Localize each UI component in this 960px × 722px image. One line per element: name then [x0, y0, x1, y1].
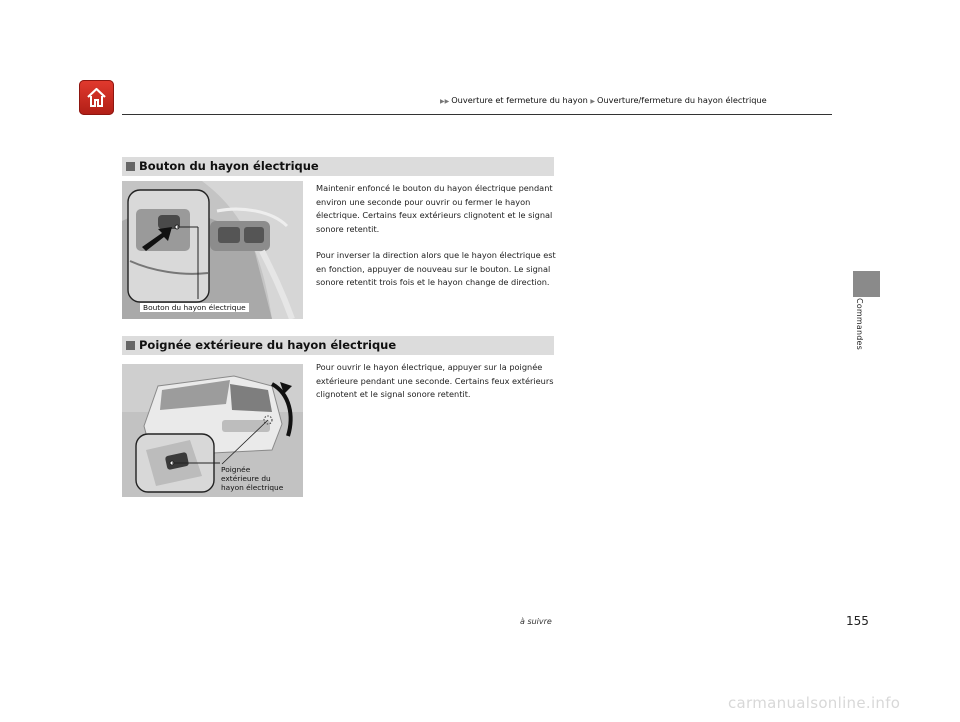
section-title-text: Bouton du hayon électrique [139, 159, 319, 173]
header-divider [122, 114, 832, 115]
section-title-text: Poignée extérieure du hayon électrique [139, 338, 397, 352]
door-panel-illustration [122, 181, 303, 319]
watermark: carmanualsonline.info [728, 694, 901, 712]
home-icon [85, 86, 108, 109]
chapter-tab-label: Commandes [855, 298, 864, 351]
section1-paragraph-1: Maintenir enfoncé le bouton du hayon électrique pendant environ une seconde pour ouvrir ou fermer le hayon électrique. Certains feux extérieurs clignotent et le signal sonore retentit. [316, 183, 553, 234]
breadcrumb [440, 95, 860, 105]
breadcrumb-link-2[interactable]: Ouverture/fermeture du hayon électrique [597, 95, 767, 105]
section-title-bouton [122, 157, 554, 176]
section1-paragraph-2: Pour inverser la direction alors que le hayon électrique est en fonction, appuyer de nouveau sur le bouton. Le signal sonore retentit trois fois et le hayon change de direction. [316, 250, 556, 287]
breadcrumb-link-1[interactable]: Ouverture et fermeture du hayon [451, 95, 588, 105]
callout-line-3: hayon électrique [221, 483, 284, 492]
callout-poignee [221, 465, 283, 492]
breadcrumb-arrow-icon: ▶ [590, 98, 596, 105]
section-marker-icon [126, 162, 135, 171]
home-button[interactable] [79, 80, 114, 115]
chapter-tab[interactable] [853, 271, 880, 297]
continued-label: à suivre [520, 617, 552, 626]
section2-paragraph-1: Pour ouvrir le hayon électrique, appuyer sur la poignée extérieure pendant une seconde. Certains feux extérieurs clignotent et le signal sonore retentit. [316, 362, 554, 399]
callout-line-1: Poignée [221, 465, 251, 474]
breadcrumb-arrow-icon: ▶▶ [440, 98, 450, 105]
section-title-poignee [122, 336, 554, 355]
callout-bouton: Bouton du hayon électrique [140, 303, 249, 312]
page-number: 155 [846, 614, 869, 628]
power-tailgate-button-image [122, 181, 303, 319]
section-marker-icon [126, 341, 135, 350]
callout-line-2: extérieure du [221, 474, 271, 483]
